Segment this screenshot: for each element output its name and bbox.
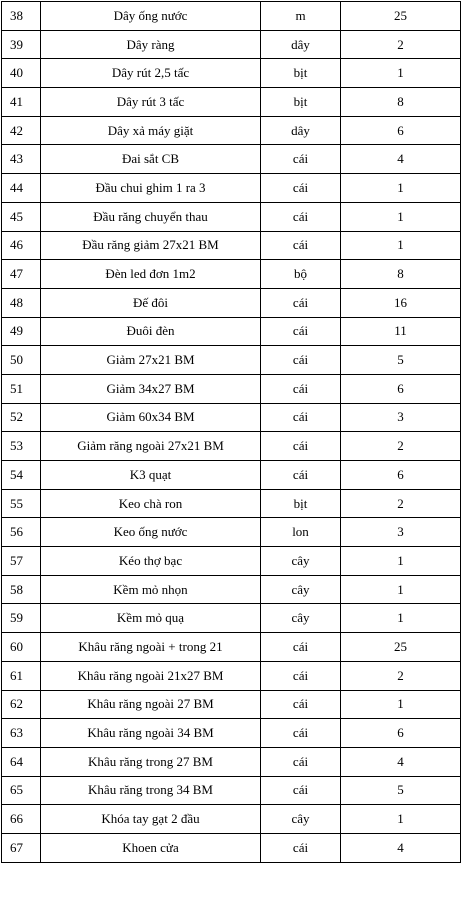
table-row	[2, 2, 461, 31]
item-quantity: 1	[341, 575, 461, 604]
row-number: 58	[2, 575, 41, 604]
item-name: Khâu răng ngoài 34 BM	[41, 719, 261, 748]
item-quantity: 6	[341, 374, 461, 403]
table-row	[2, 317, 461, 346]
item-quantity: 6	[341, 719, 461, 748]
item-name: Đuôi đèn	[41, 317, 261, 346]
table-row	[2, 174, 461, 203]
item-unit: cây	[261, 805, 341, 834]
item-unit: cái	[261, 317, 341, 346]
item-name: Dây rút 2,5 tấc	[41, 59, 261, 88]
row-number: 61	[2, 661, 41, 690]
item-unit: cái	[261, 719, 341, 748]
table-row	[2, 547, 461, 576]
item-unit: dây	[261, 30, 341, 59]
item-unit: cái	[261, 690, 341, 719]
table-row	[2, 833, 461, 862]
item-quantity: 25	[341, 2, 461, 31]
materials-table-body	[2, 2, 461, 863]
table-row	[2, 719, 461, 748]
row-number: 54	[2, 461, 41, 490]
table-row	[2, 30, 461, 59]
item-quantity: 2	[341, 432, 461, 461]
item-unit: m	[261, 2, 341, 31]
item-quantity: 8	[341, 260, 461, 289]
item-name: K3 quạt	[41, 461, 261, 490]
item-quantity: 16	[341, 288, 461, 317]
table-row	[2, 59, 461, 88]
item-unit: bộ	[261, 260, 341, 289]
item-name: Dây ống nước	[41, 2, 261, 31]
row-number: 63	[2, 719, 41, 748]
row-number: 39	[2, 30, 41, 59]
item-unit: cái	[261, 461, 341, 490]
row-number: 48	[2, 288, 41, 317]
item-unit: dây	[261, 116, 341, 145]
item-unit: cái	[261, 374, 341, 403]
item-unit: cây	[261, 547, 341, 576]
row-number: 65	[2, 776, 41, 805]
item-unit: cái	[261, 633, 341, 662]
item-unit: cái	[261, 174, 341, 203]
item-quantity: 1	[341, 805, 461, 834]
item-unit: cái	[261, 403, 341, 432]
item-name: Giảm răng ngoài 27x21 BM	[41, 432, 261, 461]
item-unit: lon	[261, 518, 341, 547]
table-row	[2, 661, 461, 690]
row-number: 44	[2, 174, 41, 203]
row-number: 40	[2, 59, 41, 88]
item-name: Khóa tay gạt 2 đầu	[41, 805, 261, 834]
item-unit: cái	[261, 145, 341, 174]
item-quantity: 5	[341, 776, 461, 805]
row-number: 43	[2, 145, 41, 174]
table-row	[2, 489, 461, 518]
item-unit: cây	[261, 604, 341, 633]
table-row	[2, 575, 461, 604]
item-quantity: 2	[341, 661, 461, 690]
item-name: Keo ống nước	[41, 518, 261, 547]
item-unit: cái	[261, 661, 341, 690]
table-row	[2, 518, 461, 547]
item-unit: cái	[261, 346, 341, 375]
row-number: 59	[2, 604, 41, 633]
row-number: 66	[2, 805, 41, 834]
item-quantity: 5	[341, 346, 461, 375]
item-unit: cái	[261, 833, 341, 862]
row-number: 41	[2, 88, 41, 117]
item-unit: cái	[261, 776, 341, 805]
row-number: 49	[2, 317, 41, 346]
table-row	[2, 633, 461, 662]
table-row	[2, 805, 461, 834]
item-quantity: 6	[341, 116, 461, 145]
item-quantity: 2	[341, 489, 461, 518]
item-unit: cái	[261, 288, 341, 317]
item-name: Khâu răng ngoài + trong 21	[41, 633, 261, 662]
table-row	[2, 346, 461, 375]
item-name: Khâu răng trong 27 BM	[41, 747, 261, 776]
materials-table	[1, 1, 461, 863]
row-number: 46	[2, 231, 41, 260]
row-number: 67	[2, 833, 41, 862]
table-row	[2, 260, 461, 289]
item-name: Giảm 27x21 BM	[41, 346, 261, 375]
item-quantity: 4	[341, 747, 461, 776]
item-quantity: 2	[341, 30, 461, 59]
table-row	[2, 116, 461, 145]
item-name: Đầu chui ghim 1 ra 3	[41, 174, 261, 203]
row-number: 42	[2, 116, 41, 145]
item-name: Đèn led đơn 1m2	[41, 260, 261, 289]
item-quantity: 1	[341, 604, 461, 633]
item-name: Dây rút 3 tấc	[41, 88, 261, 117]
item-unit: bịt	[261, 59, 341, 88]
table-row	[2, 776, 461, 805]
item-quantity: 11	[341, 317, 461, 346]
item-name: Khoen cửa	[41, 833, 261, 862]
table-row	[2, 604, 461, 633]
item-name: Kềm mỏ nhọn	[41, 575, 261, 604]
item-quantity: 1	[341, 59, 461, 88]
row-number: 57	[2, 547, 41, 576]
item-name: Đầu răng giảm 27x21 BM	[41, 231, 261, 260]
item-quantity: 1	[341, 174, 461, 203]
item-quantity: 1	[341, 690, 461, 719]
item-unit: cái	[261, 202, 341, 231]
item-quantity: 1	[341, 231, 461, 260]
item-name: Keo chà ron	[41, 489, 261, 518]
row-number: 55	[2, 489, 41, 518]
item-name: Đế đôi	[41, 288, 261, 317]
table-row	[2, 374, 461, 403]
table-row	[2, 202, 461, 231]
item-quantity: 3	[341, 518, 461, 547]
item-unit: cái	[261, 747, 341, 776]
item-quantity: 8	[341, 88, 461, 117]
table-row	[2, 288, 461, 317]
row-number: 52	[2, 403, 41, 432]
item-name: Đai sắt CB	[41, 145, 261, 174]
table-row	[2, 403, 461, 432]
row-number: 60	[2, 633, 41, 662]
row-number: 50	[2, 346, 41, 375]
item-name: Khâu răng ngoài 27 BM	[41, 690, 261, 719]
row-number: 53	[2, 432, 41, 461]
item-quantity: 1	[341, 202, 461, 231]
table-row	[2, 747, 461, 776]
item-name: Kềm mỏ quạ	[41, 604, 261, 633]
table-row	[2, 231, 461, 260]
item-unit: cây	[261, 575, 341, 604]
row-number: 62	[2, 690, 41, 719]
item-name: Dây ràng	[41, 30, 261, 59]
item-name: Dây xả máy giặt	[41, 116, 261, 145]
item-quantity: 1	[341, 547, 461, 576]
row-number: 38	[2, 2, 41, 31]
item-unit: cái	[261, 432, 341, 461]
item-name: Giảm 34x27 BM	[41, 374, 261, 403]
table-row	[2, 690, 461, 719]
table-row	[2, 432, 461, 461]
table-row	[2, 88, 461, 117]
item-name: Đầu răng chuyển thau	[41, 202, 261, 231]
item-quantity: 4	[341, 145, 461, 174]
item-name: Kéo thợ bạc	[41, 547, 261, 576]
row-number: 47	[2, 260, 41, 289]
item-quantity: 6	[341, 461, 461, 490]
table-row	[2, 461, 461, 490]
row-number: 51	[2, 374, 41, 403]
item-name: Khâu răng trong 34 BM	[41, 776, 261, 805]
row-number: 64	[2, 747, 41, 776]
item-unit: bịt	[261, 489, 341, 518]
row-number: 45	[2, 202, 41, 231]
item-quantity: 3	[341, 403, 461, 432]
item-unit: bịt	[261, 88, 341, 117]
item-name: Khâu răng ngoài 21x27 BM	[41, 661, 261, 690]
item-quantity: 4	[341, 833, 461, 862]
item-unit: cái	[261, 231, 341, 260]
row-number: 56	[2, 518, 41, 547]
item-quantity: 25	[341, 633, 461, 662]
table-row	[2, 145, 461, 174]
item-name: Giảm 60x34 BM	[41, 403, 261, 432]
